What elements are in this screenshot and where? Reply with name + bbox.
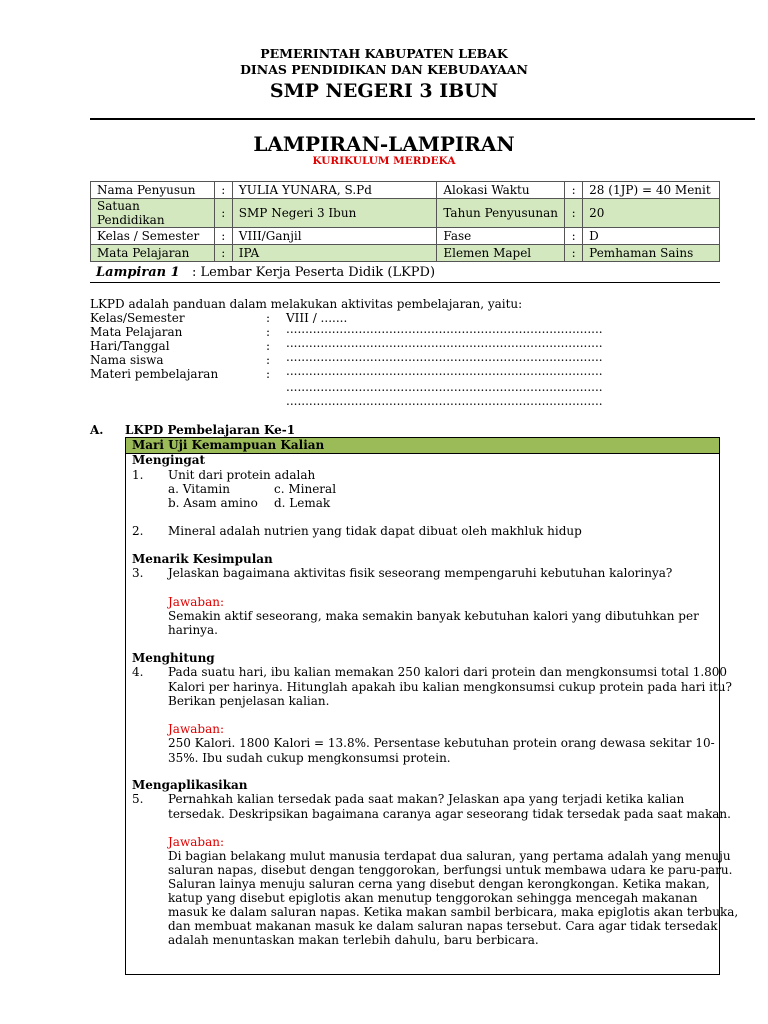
field-value: ................................................................................... [286,350,603,364]
page-subtitle: KURIKULUM MERDEKA [312,155,456,167]
option-d: d. Lemak [274,496,331,510]
question-text: Unit dari protein adalah [168,468,316,482]
category-mengaplikasikan: Mengaplikasikan [132,778,248,792]
info-value: Pemhaman Sains [583,245,720,262]
field-colon: : [266,353,271,367]
field-colon: : [266,325,271,339]
info-key: Satuan Pendidikan [91,199,215,228]
info-colon: : [565,182,583,199]
info-value: D [583,228,720,245]
header-department: DINAS PENDIDIKAN DAN KEBUDAYAAN [240,62,528,77]
field-value: ................................................................................... [286,322,603,336]
field-colon: : [266,367,271,381]
option-b: b. Asam amino [168,496,258,510]
answer-text: katup yang disebut epiglotis akan menutup tenggorokan sehingga mencegah makanan [168,891,698,905]
question-text: Jelaskan bagaimana aktivitas fisik seseorang mempengaruhi kebutuhan kalorinya? [168,566,673,580]
question-text: Pada suatu hari, ibu kalian memakan 250 kalori dari protein dan mengkonsumsi total 1.800 [168,665,728,679]
field-label: Nama siswa [90,353,164,367]
header-divider [90,118,755,120]
question-number: 2. [132,524,144,538]
info-table [90,181,720,262]
info-colon: : [214,245,232,262]
answer-text: 35%. Ibu sudah cukup mengkonsumsi protein. [168,751,451,765]
answer-text: Saluran lainya menuju saluran cerna yang disebut dengan kerongkongan. Ketika makan, [168,877,710,891]
lkpd-box [125,437,739,975]
category-mengingat: Mengingat [132,453,206,467]
answer-label: Jawaban: [168,835,224,849]
question-text: Berikan penjelasan kalian. [168,694,330,708]
field-value: ................................................................................... [286,364,603,378]
answer-text: dan membuat makanan masuk ke dalam saluran napas tersebut. Cara agar tidak tersedak [168,919,718,933]
question-number: 4. [132,665,144,679]
info-colon: : [565,228,583,245]
answer-text: Di bagian belakang mulut manusia terdapat dua saluran, yang pertama adalah yang menuju [168,849,731,863]
field-label: Mata Pelajaran [90,325,183,339]
header-school: SMP NEGERI 3 IBUN [269,80,499,102]
section-letter: A. [90,423,104,437]
answer-text: harinya. [168,623,218,637]
question-text: Kalori per harinya. Hitunglah apakah ibu kalian mengkonsumsi cukup protein pada hari itu? [168,680,732,694]
info-key: Fase [437,228,565,245]
table-row [91,199,720,228]
info-value: IPA [232,245,437,262]
field-label: Kelas/Semester [90,311,185,325]
info-colon: : [565,199,583,228]
info-colon: : [214,228,232,245]
lampiran-heading [90,263,720,283]
question-text: Mineral adalah nutrien yang tidak dapat dibuat oleh makhluk hidup [168,524,582,538]
info-value: YULIA YUNARA, S.Pd [232,182,437,199]
info-value: SMP Negeri 3 Ibun [232,199,437,228]
option-a: a. Vitamin [168,482,230,496]
page-title: LAMPIRAN-LAMPIRAN [253,132,515,156]
answer-text: adalah menuntaskan makan terlebih dahulu, baru berbicara. [168,933,539,947]
info-key: Elemen Mapel [437,245,565,262]
lampiran-label: Lampiran 1 [96,265,180,280]
field-colon: : [266,339,271,353]
header-government: PEMERINTAH KABUPATEN LEBAK [260,46,508,61]
field-colon: : [266,311,271,325]
lkpd-box-header: Mari Uji Kemampuan Kalian [126,438,719,454]
question-number: 3. [132,566,144,580]
info-colon: : [214,199,232,228]
field-extra-line: ................................................................................... [286,394,603,408]
category-menghitung: Menghitung [132,651,215,665]
info-value: 20 [583,199,720,228]
field-value: VIII / ....... [286,311,348,325]
info-key: Alokasi Waktu [437,182,565,199]
table-row [91,228,720,245]
answer-text: masuk ke dalam saluran napas. Ketika makan sambil berbicara, maka epiglotis akan terbuka, [168,905,739,919]
info-colon: : [214,182,232,199]
field-value: ................................................................................... [286,336,603,350]
section-title: LKPD Pembelajaran Ke-1 [125,423,296,437]
info-value: 28 (1JP) = 40 Menit [583,182,720,199]
field-label: Materi pembelajaran [90,367,219,381]
category-menarik-kesimpulan: Menarik Kesimpulan [132,552,273,566]
answer-text: saluran napas, disebut dengan tenggorokan, berfungsi untuk membawa udara ke paru-paru. [168,863,733,877]
info-key: Mata Pelajaran [91,245,215,262]
info-key: Nama Penyusun [91,182,215,199]
lampiran-text: : Lembar Kerja Peserta Didik (LKPD) [192,265,436,280]
question-number: 5. [132,792,144,806]
info-colon: : [565,245,583,262]
info-key: Tahun Penyusunan [437,199,565,228]
field-extra-line: ................................................................................... [286,380,603,394]
field-label: Hari/Tanggal [90,339,170,353]
answer-text: Semakin aktif seseorang, maka semakin banyak kebutuhan kalori yang dibutuhkan per [168,609,699,623]
table-row [91,182,720,199]
answer-label: Jawaban: [168,722,224,736]
answer-text: 250 Kalori. 1800 Kalori = 13.8%. Persentase kebutuhan protein orang dewasa sekitar 10- [168,736,715,750]
question-text: Pernahkah kalian tersedak pada saat makan? Jelaskan apa yang terjadi ketika kalian [168,792,685,806]
intro-text: LKPD adalah panduan dalam melakukan aktivitas pembelajaran, yaitu: [90,297,523,311]
info-key: Kelas / Semester [91,228,215,245]
option-c: c. Mineral [274,482,337,496]
table-row [91,245,720,262]
question-text: tersedak. Deskripsikan bagaimana caranya agar seseorang tidak tersedak pada saat makan. [168,807,731,821]
info-value: VIII/Ganjil [232,228,437,245]
question-number: 1. [132,468,144,482]
answer-label: Jawaban: [168,595,224,609]
